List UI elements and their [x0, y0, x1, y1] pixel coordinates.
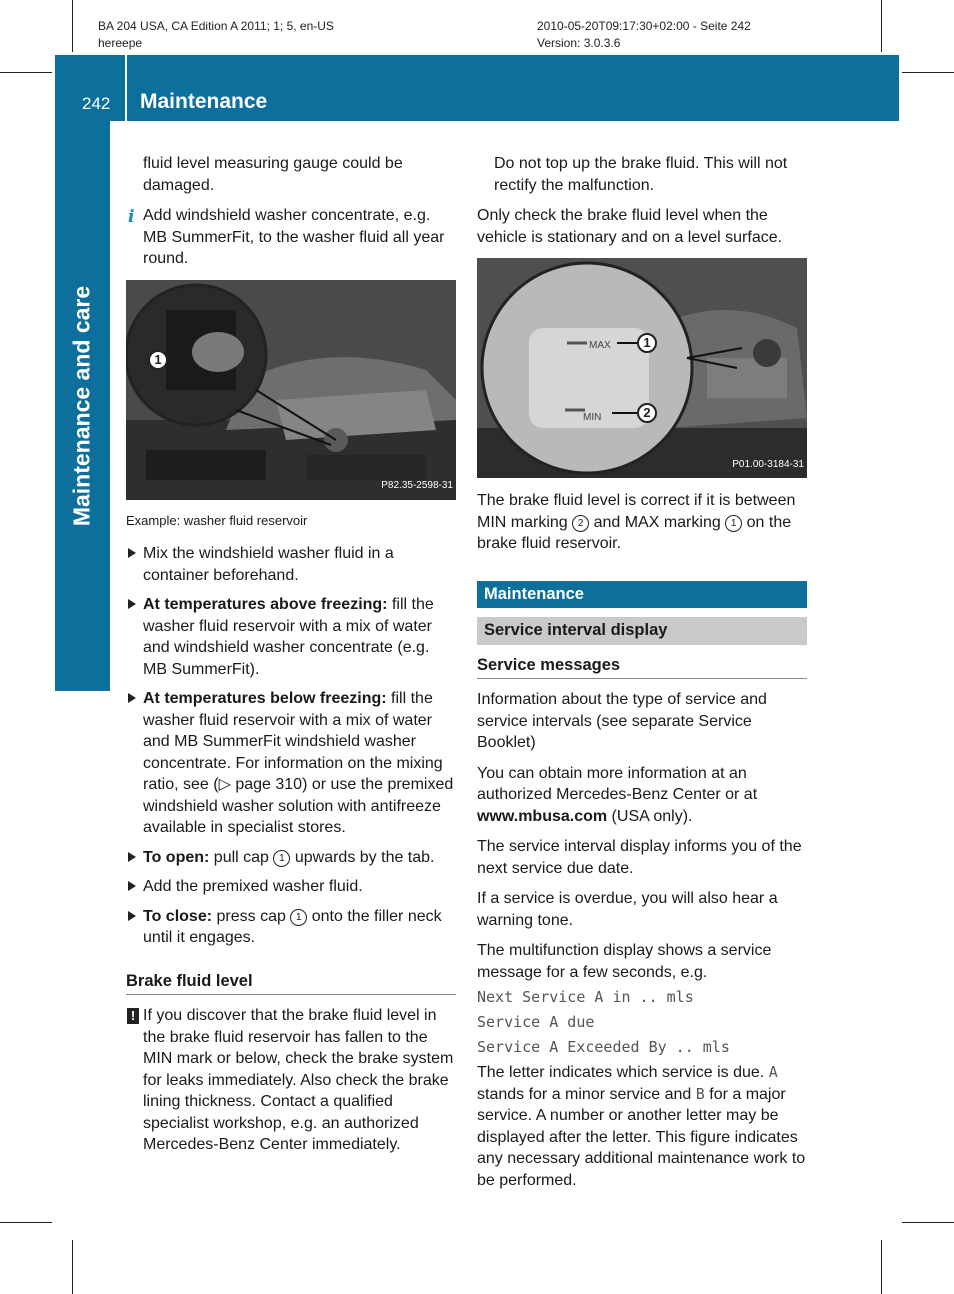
- min-label: MIN: [583, 412, 602, 423]
- paragraph: Information about the type of service and service intervals (see separate Service Booklet): [477, 691, 767, 751]
- print-meta-left: [98, 18, 334, 52]
- service-interval-bar: Service interval display: [477, 617, 807, 645]
- step-text: fill the washer fluid reservoir with a mix of water and windshield washer concentrate (e.g. MB SummerFit).: [143, 596, 434, 678]
- step-arrow-icon: [128, 548, 136, 558]
- step-item: [126, 906, 456, 949]
- section-title: Maintenance: [140, 90, 268, 113]
- step-arrow-icon: [128, 881, 136, 891]
- warning-text: If you discover that the brake fluid level in the brake fluid reservoir has fallen to the MIN mark or below, check the brake system for leaks immediately. Also check the brake lining thickness. Contact a qualified specialist workshop, e.g. an authorized Mercedes-Benz Center immediately.: [143, 1007, 454, 1153]
- meta-line: BA 204 USA, CA Edition A 2011; 1; 5, en-US: [98, 19, 334, 33]
- meta-line: hereepe: [98, 36, 143, 50]
- crop-mark: [902, 1222, 954, 1223]
- callout-ref: 1: [273, 850, 290, 867]
- crop-mark: [881, 1240, 882, 1294]
- warning-note: [126, 1005, 456, 1156]
- step-text: upwards by the tab.: [290, 848, 435, 866]
- callout-ref: 2: [572, 515, 589, 532]
- print-meta-right: [537, 18, 751, 52]
- paragraph: If a service is overdue, you will also hear a warning tone.: [477, 890, 778, 929]
- step-arrow-icon: [128, 852, 136, 862]
- paragraph: The service interval display informs you of the next service due date.: [477, 838, 802, 877]
- step-bold: To open:: [143, 848, 210, 866]
- step-item: [126, 847, 456, 869]
- callout-1: 1: [637, 333, 657, 353]
- brake-fluid-heading: Brake fluid level: [126, 971, 456, 996]
- mbusa-link[interactable]: www.mbusa.com: [477, 807, 608, 825]
- step-item: [126, 876, 456, 898]
- figure-code: P01.00-3184-31: [732, 458, 804, 470]
- washer-reservoir-figure: [126, 280, 456, 500]
- brake-reservoir-figure: [477, 258, 807, 478]
- info-note: [126, 205, 456, 270]
- step-text: fill the washer fluid reservoir with a mix of water and MB SummerFit windshield washer concentrate. For information on the mixing ratio, see (▷ page 310) or use the premixed windshield washer solution with antifreeze available in specialist stores.: [143, 690, 454, 836]
- callout-ref: 1: [290, 909, 307, 926]
- step-text: Add the premixed washer fluid.: [143, 878, 363, 895]
- paragraph-text: for a major service. A number or another letter may be displayed after the letter. This figure indicates any necessary additional maintenance work to be performed.: [477, 1085, 806, 1189]
- page-number: 242: [82, 94, 111, 113]
- paragraph-text: The letter indicates which service is due.: [477, 1064, 769, 1081]
- engine-bay-illustration: [126, 280, 456, 500]
- info-icon: i: [128, 207, 135, 227]
- level-text-a: The brake fluid level is correct if it is between MIN marking: [477, 492, 796, 531]
- crop-mark: [72, 1240, 73, 1294]
- paragraph: [477, 1062, 807, 1191]
- crop-mark: [0, 72, 52, 73]
- step-text: press cap: [212, 907, 291, 925]
- figure-code: P82.35-2598-31: [381, 480, 453, 491]
- step-item: [126, 688, 456, 839]
- crop-mark: [902, 72, 954, 73]
- step-bold: To close:: [143, 907, 213, 925]
- paragraph: [477, 763, 807, 828]
- step-arrow-icon: [128, 911, 136, 921]
- step-bold: At temperatures below freezing:: [143, 690, 387, 707]
- step-text: pull cap: [209, 848, 274, 866]
- step-bold: At temperatures above freezing:: [143, 596, 388, 613]
- crop-mark: [72, 0, 73, 52]
- crop-mark: [881, 0, 882, 52]
- step-item: [126, 594, 456, 680]
- check-text: Only check the brake fluid level when the vehicle is stationary and on a level surface.: [477, 207, 783, 246]
- display-message: Next Service A in .. mls: [477, 988, 694, 1006]
- step-arrow-icon: [128, 693, 136, 703]
- step-arrow-icon: [128, 599, 136, 609]
- callout-2: 2: [637, 403, 657, 423]
- warning-icon: !: [127, 1008, 139, 1024]
- step-text: onto the filler neck until it engages.: [143, 907, 442, 946]
- paragraph-text: You can obtain more information at an authorized Mercedes-Benz Center or at: [477, 764, 758, 803]
- left-column: [126, 153, 456, 1156]
- paragraph-text: stands for a minor service and: [477, 1085, 696, 1103]
- level-text: [477, 490, 807, 555]
- level-text-c: on the brake fluid reservoir.: [477, 513, 792, 552]
- max-label: MAX: [589, 340, 611, 351]
- brake-reservoir-illustration: [477, 258, 807, 478]
- right-column: [477, 153, 807, 1200]
- service-letter-b: B: [695, 1084, 705, 1103]
- paragraph-text: (USA only).: [607, 807, 693, 825]
- callout-1: 1: [148, 350, 168, 370]
- crop-mark: [0, 1222, 52, 1223]
- callout-ref: 1: [725, 515, 742, 532]
- display-message: Service A Exceeded By .. mls: [477, 1038, 730, 1056]
- side-tab-label: Maintenance and care: [68, 285, 95, 527]
- figure-caption: Example: washer fluid reservoir: [126, 512, 308, 528]
- step-text: Mix the windshield washer fluid in a container beforehand.: [143, 545, 394, 584]
- display-message: Service A due: [477, 1013, 595, 1031]
- paragraph: The multifunction display shows a service message for a few seconds, e.g.: [477, 942, 772, 981]
- service-letter-a: A: [768, 1063, 778, 1081]
- header-divider: [125, 55, 127, 121]
- meta-line: 2010-05-20T09:17:30+02:00 - Seite 242: [537, 19, 751, 33]
- warning-continued: Do not top up the brake fluid. This will not rectify the malfunction.: [494, 155, 788, 194]
- step-item: [126, 543, 456, 586]
- intro-text: fluid level measuring gauge could be damaged.: [143, 155, 403, 194]
- info-text: Add windshield washer concentrate, e.g. MB SummerFit, to the washer fluid all year round.: [143, 207, 445, 267]
- meta-line: Version: 3.0.3.6: [537, 36, 621, 50]
- service-messages-heading: Service messages: [477, 655, 807, 680]
- level-text-b: and MAX marking: [589, 513, 726, 531]
- maintenance-bar: Maintenance: [477, 581, 807, 609]
